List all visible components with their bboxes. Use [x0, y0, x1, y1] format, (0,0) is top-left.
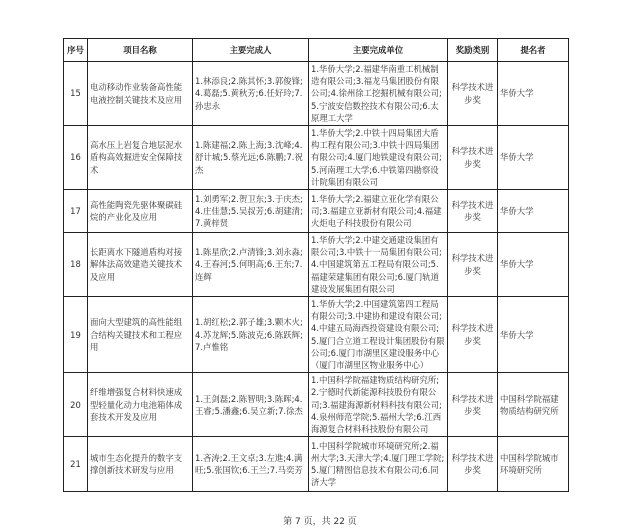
- nominator: 华侨大学: [498, 190, 569, 233]
- main-units: 1.华侨大学;2.中国建筑第四工程局有限公司;3.中建协和建设有限公司;4.中建五局海西投资建设有限公司;5.厦门合立道工程设计集团股份有限公司;6.厦门市湖里区建设服务中心（厦门市湖里区物业服务中心）: [309, 297, 448, 373]
- nominator: 中国科学院福建物质结构研究所: [498, 373, 569, 437]
- row-number: 21: [64, 437, 88, 492]
- project-name: 长距离水下隧道盾构对接解体法高效建造关键技术及应用: [88, 233, 193, 297]
- table-row: [64, 62, 569, 126]
- main-contributors: 1.陈星欣;2.卢清锋;3.刘永淼;4.王春河;5.何明高;6.王东;7.连辉: [193, 233, 309, 297]
- page-footer: 第 7 页，共 22 页: [283, 517, 357, 528]
- award-category: 科学技术进步奖: [448, 126, 498, 190]
- nominator: 华侨大学: [498, 62, 569, 126]
- nominator: 中国科学院城市环境研究所: [498, 437, 569, 492]
- header-project-name: 项目名称: [88, 39, 193, 62]
- award-category: 科学技术进步奖: [448, 373, 498, 437]
- main-units: 1.华侨大学;2.福建华南重工机械制造有限公司;3.福龙马集团股份有限公司;4.徐州徐工挖掘机械有限公司;5.宁波安信数控技术有限公司;6.太原理工大学: [309, 62, 448, 126]
- header-people: 主要完成人: [193, 39, 309, 62]
- project-name: 高水压上岩复合地层泥水盾构高效掘进安全保障技术: [88, 126, 193, 190]
- row-number: 15: [64, 62, 88, 126]
- project-name: 纤维增强复合材料快速成型轻量化动力电池箱体成套技术开发及应用: [88, 373, 193, 437]
- table-row: [64, 233, 569, 297]
- project-name: 城市生态化提升的数字支撑创新技术研发与应用: [88, 437, 193, 492]
- award-category: 科学技术进步奖: [448, 62, 498, 126]
- project-name: 高性能陶瓷先驱体聚碳硅烷的产业化及应用: [88, 190, 193, 233]
- main-contributors: 1.林添良;2.陈其怀;3.郭俊锋;4.葛磊;5.黄秋芳;6.任好玲;7.孙忠永: [193, 62, 309, 126]
- nominator: 华侨大学: [498, 233, 569, 297]
- award-category: 科学技术进步奖: [448, 437, 498, 492]
- header-units: 主要完成单位: [309, 39, 448, 62]
- header-nominator: 提名者: [498, 39, 569, 62]
- row-number: 16: [64, 126, 88, 190]
- table-row: [64, 373, 569, 437]
- award-category: 科学技术进步奖: [448, 233, 498, 297]
- table-row: [64, 297, 569, 373]
- table-row: [64, 126, 569, 190]
- main-contributors: 1.胡红松;2.郭子雄;3.颗木火;4.苏龙辉;5.陈波克;6.陈跃辉;7.卢惟铭: [193, 297, 309, 373]
- project-name: 面向大型建筑的高性能组合结构关键技术和工程应用: [88, 297, 193, 373]
- award-category: 科学技术进步奖: [448, 297, 498, 373]
- main-units: 1.华侨大学;2.福建立亚化学有限公司;3.福建立亚新材有限公司;4.福建火炬电子科技股份有限公司: [309, 190, 448, 233]
- project-name: 电动移动作业装备高性能电液控制关键技术及应用: [88, 62, 193, 126]
- row-number: 19: [64, 297, 88, 373]
- row-number: 20: [64, 373, 88, 437]
- main-contributors: 1.王剑磊;2.陈智明;3.陈晖;4.王睿;5.潘鑫;6.吴立新;7.徐杰: [193, 373, 309, 437]
- nominator: 华侨大学: [498, 297, 569, 373]
- main-contributors: 1.陈建福;2.陈上海;3.沈峰;4.舒计城;5.蔡光远;6.陈鹏;7.祝杰: [193, 126, 309, 190]
- nominator: 华侨大学: [498, 126, 569, 190]
- header-award: 奖励类别: [448, 39, 498, 62]
- header-no: 序号: [64, 39, 88, 62]
- main-contributors: 1.吝涛;2.王文卓;3.左進;4.满旺;5.张国钦;6.王兰;7.马奕芳: [193, 437, 309, 492]
- main-contributors: 1.刘勇军;2.贺卫东;3.于庆杰;4.庄佳慧;5.吴叔芳;6.胡建清;7.黄梓贤: [193, 190, 309, 233]
- main-units: 1.华侨大学;2.中建交通建设集团有限公司;3.中铁十一局集团有限公司;4.中国建筑第五工程局有限公司;5.福建荣建集团有限公司;6.厦门轨道建设发展集团有限公司: [309, 233, 448, 297]
- table-row: [64, 190, 569, 233]
- main-units: 1.中国科学院福建物质结构研究所;2.宁德时代新能源科技股份有限公司;3.福建海源新材料科技有限公司;4.泉州师范学院;5.福州大学;6.江西海源复合材料科技股份有限公司: [309, 373, 448, 437]
- award-category: 科学技术进步奖: [448, 190, 498, 233]
- row-number: 18: [64, 233, 88, 297]
- main-units: 1.中国科学院城市环境研究所;2.福州大学;3.天津大学;4.厦门理工学院;5.厦门精图信息技术有限公司;6.同济大学: [309, 437, 448, 492]
- main-units: 1.华侨大学;2.中铁十四局集团大盾构工程有限公司;3.中铁十四局集团有限公司;4.厦门地铁建设有限公司;5.河南理工大学;6.中铁第四勘察设计院集团有限公司: [309, 126, 448, 190]
- table-header-row: [64, 39, 569, 62]
- table-row: [64, 437, 569, 492]
- awards-table: [63, 38, 569, 492]
- row-number: 17: [64, 190, 88, 233]
